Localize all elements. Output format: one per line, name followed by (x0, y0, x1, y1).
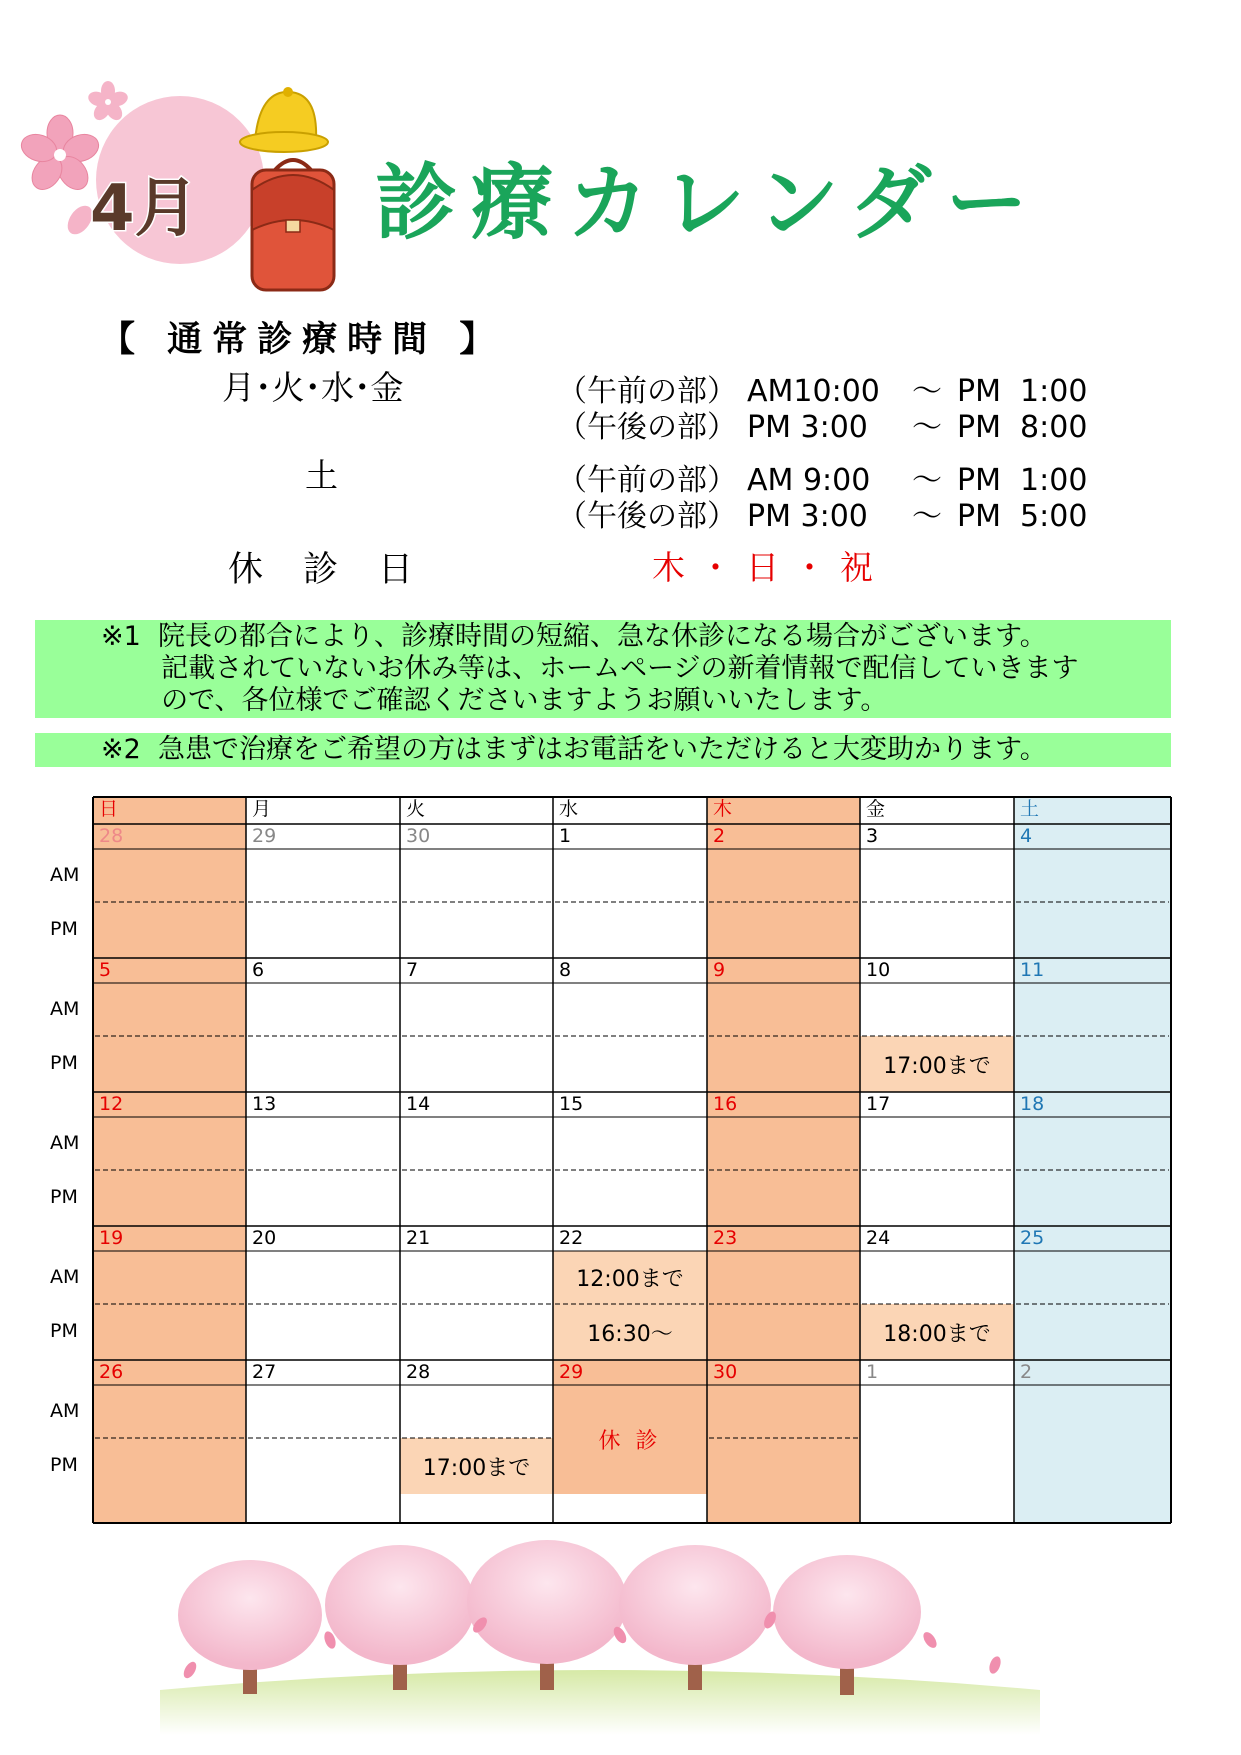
date-number: 16 (713, 1093, 738, 1115)
special-hours-text: 17:00まで (883, 1053, 991, 1079)
special-hours-text: 12:00まで (576, 1267, 684, 1292)
am-label: AM (50, 1265, 80, 1288)
date-number: 25 (1020, 1227, 1045, 1249)
am-label: AM (50, 863, 80, 886)
date-number: 24 (866, 1227, 891, 1249)
date-number: 23 (713, 1227, 738, 1249)
hours-tilde: ～ (912, 463, 942, 498)
hours-start: PM 3:00 (747, 410, 868, 445)
hours-end: PM 1:00 (957, 463, 1088, 498)
date-number: 2 (1020, 1361, 1033, 1383)
date-number: 27 (252, 1361, 277, 1383)
date-number: 9 (713, 959, 726, 981)
date-number: 30 (713, 1361, 738, 1383)
date-number: 5 (99, 959, 112, 981)
date-number: 11 (1020, 959, 1045, 981)
sakura-tree-icon (619, 1545, 771, 1690)
sakura-flower-small-icon (86, 81, 129, 123)
weekday-label: 木 (713, 798, 733, 820)
date-number: 6 (252, 959, 265, 981)
weekday-label: 月･火･水･金 (222, 368, 404, 407)
page-title: 診療カレンダー (375, 156, 1042, 251)
note-2-text: ※2 急患で治療をご希望の方はまずはお電話をいただけると大変助かります。 (101, 734, 1047, 765)
special-hours-text: 17:00まで (422, 1455, 531, 1481)
school-hat-icon (240, 87, 328, 152)
note-1-text (101, 621, 1079, 717)
date-number: 13 (252, 1093, 277, 1115)
hours-end: PM 8:00 (957, 410, 1088, 445)
weekday-label: 金 (866, 798, 886, 820)
hours-heading: 【 通常診療時間 】 (100, 320, 505, 360)
sakura-tree-icon (467, 1540, 627, 1690)
date-number: 18 (1020, 1093, 1045, 1115)
note-line: ので、各位様でご確認くださいますようお願いいたします。 (101, 685, 888, 716)
note-line: 記載されていないお休み等は、ホームページの新着情報で配信していきます (101, 653, 1079, 684)
weekday-label: 水 (559, 798, 579, 820)
date-number: 28 (406, 1361, 431, 1383)
pm-label: PM (50, 1052, 78, 1074)
date-number: 14 (406, 1093, 431, 1115)
calendar (50, 797, 1171, 1523)
pm-label: PM (50, 1320, 78, 1342)
date-number: 29 (559, 1361, 584, 1383)
ground (160, 1670, 1040, 1735)
date-number: 15 (559, 1093, 584, 1115)
note-1 (35, 620, 1171, 718)
hours-tilde: ～ (912, 410, 942, 445)
weekday-label: 月 (252, 798, 272, 820)
pm-label: PM (50, 918, 78, 940)
am-label: AM (50, 997, 80, 1020)
hours-part: （午前の部） (557, 374, 737, 409)
sakura-trees-illustration (160, 1540, 1040, 1735)
closed-day-text: 休 診 (598, 1429, 662, 1454)
hours-end: PM 1:00 (957, 374, 1088, 409)
date-number: 30 (406, 825, 431, 847)
hours-part: （午後の部） (557, 410, 737, 445)
backpack-icon (252, 160, 334, 290)
date-number: 28 (99, 825, 124, 847)
am-label: AM (50, 1131, 80, 1154)
hours-start: PM 3:00 (747, 499, 868, 534)
hours-start: AM 9:00 (747, 463, 871, 498)
hours-part: （午後の部） (557, 499, 737, 534)
date-number: 1 (559, 825, 572, 847)
weekday-label: 土 (1020, 798, 1040, 820)
special-hours-text: 18:00まで (883, 1321, 991, 1347)
hours-row (557, 402, 1087, 446)
weekday-label: 火 (406, 798, 426, 820)
closed-days: 木・日・祝 (652, 548, 887, 587)
date-number: 19 (99, 1227, 124, 1249)
pm-label: PM (50, 1186, 78, 1208)
hours-row (557, 491, 1087, 535)
header-illustration (20, 80, 350, 310)
special-hours-text: 16:30～ (587, 1321, 673, 1347)
hours-tilde: ～ (912, 499, 942, 534)
sakura-tree-icon (325, 1545, 475, 1690)
date-number: 12 (99, 1093, 124, 1115)
am-label: AM (50, 1399, 80, 1422)
hours-part: （午前の部） (557, 463, 737, 498)
date-number: 21 (406, 1227, 431, 1249)
weekday-label: 日 (99, 798, 119, 820)
hours-start: AM10:00 (747, 374, 880, 409)
date-number: 26 (99, 1361, 124, 1383)
date-number: 1 (866, 1361, 879, 1383)
note-line: ※1 院長の都合により、診療時間の短縮、急な休診になる場合がございます。 (101, 621, 1047, 652)
saturday-label: 土 (305, 456, 338, 495)
hours-end: PM 5:00 (957, 499, 1088, 534)
date-number: 4 (1020, 825, 1033, 847)
month-badge: 4月 (90, 172, 199, 246)
date-number: 2 (713, 825, 726, 847)
note-2 (35, 733, 1171, 767)
hours-tilde: ～ (912, 374, 942, 409)
date-number: 7 (406, 959, 419, 981)
date-number: 22 (559, 1227, 584, 1249)
calendar-grid-lines (93, 797, 1171, 1523)
date-number: 29 (252, 825, 277, 847)
date-number: 10 (866, 959, 891, 981)
pm-label: PM (50, 1454, 78, 1476)
date-number: 8 (559, 959, 572, 981)
date-number: 3 (866, 825, 879, 847)
date-number: 20 (252, 1227, 277, 1249)
closed-label: 休診日 (228, 550, 454, 590)
date-number: 17 (866, 1093, 891, 1115)
sakura-tree-icon (178, 1560, 322, 1694)
